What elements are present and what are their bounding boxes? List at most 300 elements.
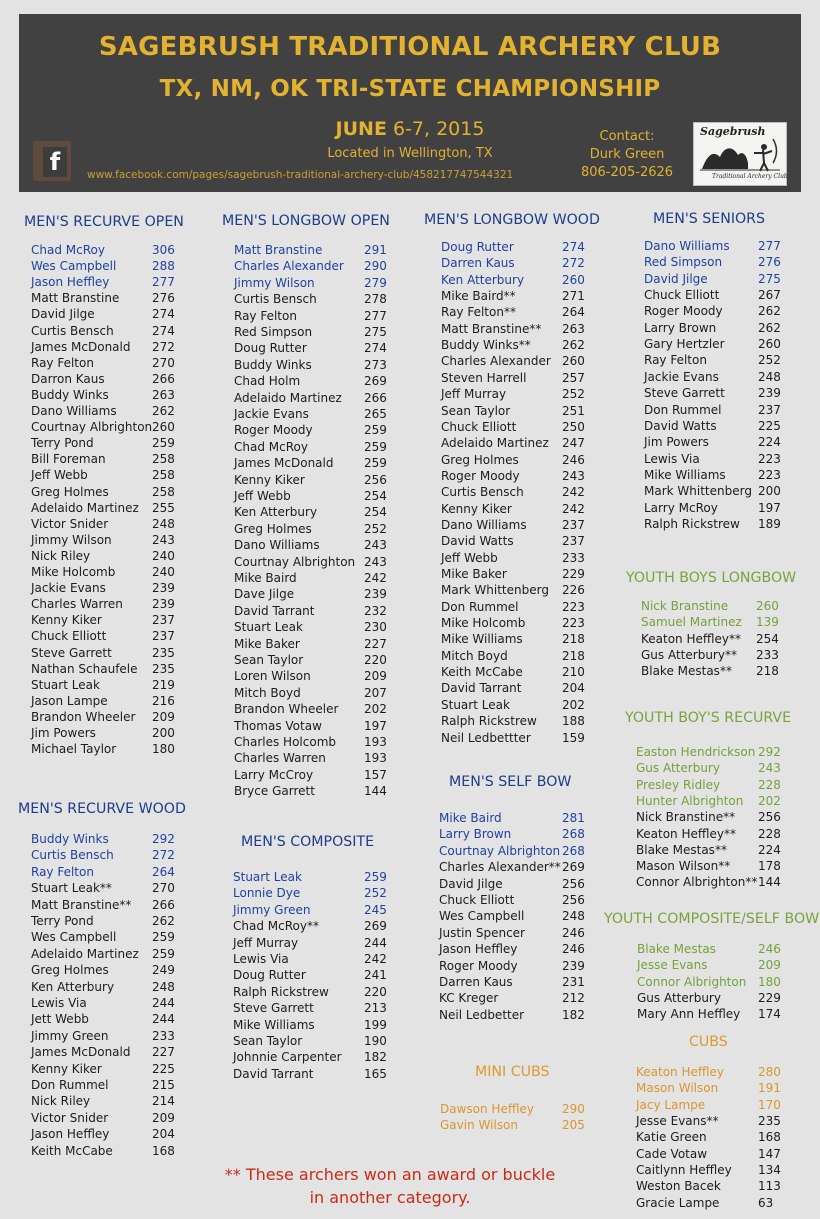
section-title: MEN'S LONGBOW OPEN bbox=[222, 213, 390, 229]
archer-score: 266 bbox=[152, 897, 175, 912]
archer-score: 227 bbox=[152, 1045, 175, 1060]
archer-name: Steve Garrett bbox=[644, 386, 725, 401]
archer-score: 258 bbox=[152, 484, 175, 499]
archer-name: Chad Holm bbox=[234, 374, 301, 389]
archer-score: 269 bbox=[364, 374, 387, 389]
archer-name: Mike Holcomb bbox=[31, 565, 116, 579]
archer-score: 229 bbox=[562, 567, 585, 581]
archer-name: Keith McCabe bbox=[31, 1143, 113, 1158]
archer-score: 237 bbox=[758, 402, 781, 417]
archer-name: Buddy Winks bbox=[31, 387, 109, 402]
archer-name: Gary Hertzler bbox=[644, 337, 725, 352]
archer-score: 256 bbox=[364, 472, 387, 487]
footnote-line1: ** These archers won an award or buckle bbox=[224, 1165, 556, 1184]
archer-name: Jett Webb bbox=[31, 1012, 89, 1027]
archer-score: 197 bbox=[758, 500, 781, 515]
archer-name: Ray Felton bbox=[31, 864, 94, 879]
archer-name: Buddy Winks bbox=[31, 832, 109, 846]
archer-score: 269 bbox=[562, 860, 585, 875]
archer-name: Jimmy Wilson bbox=[234, 275, 315, 290]
archer-score: 244 bbox=[152, 996, 175, 1010]
footnote bbox=[200, 1163, 580, 1209]
archer-name: Sean Taylor bbox=[441, 403, 511, 418]
archer-score: 246 bbox=[562, 925, 585, 940]
archer-score: 216 bbox=[152, 693, 175, 708]
contact-name: Durk Green bbox=[589, 147, 665, 162]
archer-score: 231 bbox=[562, 975, 585, 989]
archer-name: Jesse Evans** bbox=[636, 1114, 719, 1129]
archer-name: Charles Warren bbox=[31, 597, 123, 612]
archer-name: Jeff Murray bbox=[441, 387, 507, 402]
archer-score: 260 bbox=[562, 272, 585, 287]
archer-score: 233 bbox=[562, 550, 585, 565]
archer-score: 113 bbox=[758, 1179, 781, 1194]
archer-score: 252 bbox=[758, 353, 781, 368]
archer-score: 239 bbox=[758, 386, 781, 401]
archer-name: Dawson Heffley bbox=[440, 1102, 534, 1116]
archer-score: 263 bbox=[562, 321, 585, 336]
archer-name: Jacy Lampe bbox=[636, 1097, 706, 1112]
archer-score: 235 bbox=[152, 645, 175, 660]
archer-score: 276 bbox=[152, 291, 175, 306]
archer-name: Dano Williams bbox=[31, 404, 117, 418]
section-title: MEN'S LONGBOW WOOD bbox=[424, 212, 600, 228]
archer-score: 193 bbox=[364, 735, 387, 749]
logo-subtext: Traditional Archery Club bbox=[712, 173, 788, 180]
archer-score: 291 bbox=[364, 243, 387, 257]
archer-name: Gus Atterbury** bbox=[641, 647, 737, 662]
archer-score: 239 bbox=[152, 597, 175, 612]
archer-score: 251 bbox=[562, 403, 585, 418]
archer-score: 229 bbox=[758, 991, 781, 1006]
archer-score: 243 bbox=[562, 468, 585, 483]
archer-score: 233 bbox=[756, 647, 779, 662]
archer-score: 224 bbox=[758, 435, 781, 450]
archer-name: Sean Taylor bbox=[234, 653, 304, 667]
archer-name: Matt Branstine bbox=[31, 291, 120, 306]
archer-name: Nathan Schaufele bbox=[31, 661, 138, 676]
archer-score: 240 bbox=[152, 565, 175, 579]
archer-score: 232 bbox=[364, 603, 387, 618]
archer-name: Larry McCroy bbox=[234, 767, 314, 782]
archer-name: Curtis Bensch bbox=[31, 323, 114, 338]
archer-score: 258 bbox=[152, 452, 175, 467]
archer-score: 270 bbox=[152, 355, 175, 370]
archer-score: 244 bbox=[152, 1012, 175, 1027]
archer-name: Kenny Kiker bbox=[441, 501, 512, 516]
archer-score: 260 bbox=[756, 599, 779, 613]
archer-score: 262 bbox=[758, 304, 781, 319]
archer-name: Lewis Via bbox=[31, 996, 87, 1010]
archer-score: 213 bbox=[364, 1001, 387, 1016]
archer-score: 182 bbox=[364, 1050, 387, 1065]
archer-name: Caitlynn Heffley bbox=[636, 1163, 732, 1178]
archer-name: Greg Holmes bbox=[31, 963, 109, 978]
archer-score: 225 bbox=[758, 418, 781, 433]
archer-score: 272 bbox=[152, 848, 175, 863]
archer-score: 256 bbox=[562, 876, 585, 891]
archer-score: 191 bbox=[758, 1081, 781, 1096]
archer-name: Keaton Heffley bbox=[636, 1065, 724, 1079]
archer-name: Dano Williams bbox=[644, 239, 730, 253]
archer-score: 242 bbox=[364, 952, 387, 966]
championship-title: TX, NM, OK TRI-STATE CHAMPIONSHIP bbox=[159, 76, 661, 102]
archer-score: 237 bbox=[562, 517, 585, 532]
archer-score: 277 bbox=[364, 308, 387, 323]
archer-score: 214 bbox=[152, 1094, 175, 1109]
archer-name: David Tarrant bbox=[233, 1066, 314, 1081]
archer-name: Johnnie Carpenter bbox=[233, 1050, 342, 1065]
archer-name: Jason Heffley bbox=[31, 275, 110, 290]
archer-score: 252 bbox=[364, 886, 387, 901]
archer-score: 243 bbox=[364, 538, 387, 553]
archer-name: Ken Atterbury bbox=[31, 979, 115, 994]
archer-name: Kenny Kiker bbox=[31, 1061, 102, 1076]
archer-score: 280 bbox=[758, 1065, 781, 1079]
archer-name: Adelaido Martinez bbox=[234, 390, 342, 405]
archer-score: 264 bbox=[152, 864, 175, 879]
archer-name: Curtis Bensch bbox=[441, 485, 524, 500]
archer-score: 134 bbox=[758, 1163, 781, 1178]
archer-name: Gavin Wilson bbox=[440, 1118, 518, 1132]
archer-name: David Jilge bbox=[644, 271, 708, 286]
archer-name: Jeff Webb bbox=[441, 550, 498, 565]
archer-score: 242 bbox=[364, 571, 387, 585]
archer-score: 244 bbox=[364, 935, 387, 950]
archer-name: Mary Ann Heffley bbox=[637, 1007, 741, 1022]
facebook-icon[interactable]: f bbox=[33, 141, 71, 181]
archer-score: 218 bbox=[562, 648, 585, 663]
archer-name: James McDonald bbox=[234, 456, 334, 471]
archer-name: Courtnay Albrighton bbox=[439, 843, 561, 858]
archer-name: Jackie Evans bbox=[644, 369, 719, 384]
archer-name: Steve Garrett bbox=[233, 1001, 314, 1016]
archer-score: 193 bbox=[364, 751, 387, 766]
archer-score: 262 bbox=[758, 320, 781, 335]
archer-name: Ralph Rickstrew bbox=[233, 984, 329, 999]
header-banner bbox=[19, 14, 801, 192]
archer-score: 209 bbox=[758, 958, 781, 973]
archer-name: David Watts bbox=[644, 418, 717, 433]
archer-name: Doug Rutter bbox=[234, 341, 307, 356]
archer-name: Matt Branstine** bbox=[31, 897, 132, 912]
archer-score: 259 bbox=[152, 436, 175, 451]
archer-name: Kenny Kiker bbox=[234, 472, 305, 487]
archer-score: 204 bbox=[152, 1127, 175, 1142]
archer-name: Mike Williams bbox=[233, 1017, 315, 1032]
archer-score: 243 bbox=[152, 532, 175, 547]
archer-name: Mike Baker bbox=[234, 636, 300, 651]
archer-name: Nick Riley bbox=[31, 1094, 91, 1109]
archer-score: 144 bbox=[364, 784, 387, 799]
archer-score: 246 bbox=[562, 452, 585, 467]
archer-name: Chuck Elliott bbox=[644, 288, 720, 303]
archer-score: 274 bbox=[364, 341, 387, 356]
archer-name: Ken Atterbury bbox=[234, 505, 318, 520]
event-location: Located in Wellington, TX bbox=[327, 146, 493, 161]
archer-name: Loren Wilson bbox=[234, 669, 311, 684]
archer-score: 223 bbox=[562, 616, 585, 631]
archer-score: 235 bbox=[758, 1114, 781, 1129]
archer-name: Nick Riley bbox=[31, 548, 91, 563]
archer-name: Chuck Elliott bbox=[439, 893, 515, 907]
archer-score: 268 bbox=[562, 843, 585, 858]
archer-score: 239 bbox=[364, 587, 387, 602]
archer-name: Greg Holmes bbox=[441, 452, 519, 467]
archer-score: 168 bbox=[758, 1130, 781, 1145]
archer-score: 202 bbox=[758, 793, 781, 808]
archer-name: Bill Foreman bbox=[31, 452, 106, 467]
archer-score: 226 bbox=[562, 583, 585, 598]
archer-name: Matt Branstine bbox=[234, 243, 323, 257]
archer-score: 260 bbox=[152, 420, 175, 435]
archer-score: 165 bbox=[364, 1066, 387, 1081]
archer-score: 257 bbox=[562, 370, 585, 385]
archer-name: Jason Lampe bbox=[31, 693, 108, 708]
archer-name: Steve Garrett bbox=[31, 645, 112, 660]
archer-score: 248 bbox=[758, 369, 781, 384]
archer-score: 189 bbox=[758, 516, 781, 531]
archer-score: 248 bbox=[562, 909, 585, 924]
archer-score: 277 bbox=[758, 239, 781, 253]
archer-name: Gus Atterbury bbox=[637, 991, 721, 1006]
section-title: MINI CUBS bbox=[475, 1064, 550, 1080]
archer-name: Chuck Elliott bbox=[31, 629, 107, 644]
archer-name: Michael Taylor bbox=[31, 742, 117, 757]
archer-score: 259 bbox=[364, 870, 387, 884]
archer-score: 182 bbox=[562, 1007, 585, 1022]
archer-name: Mason Wilson bbox=[636, 1081, 719, 1096]
archer-score: 202 bbox=[364, 702, 387, 717]
footnote-line2: in another category. bbox=[309, 1188, 471, 1207]
archer-name: Jimmy Green bbox=[31, 1028, 109, 1043]
archer-score: 223 bbox=[562, 599, 585, 614]
archer-name: Jim Powers bbox=[644, 435, 709, 450]
archer-name: Neil Ledbettter bbox=[441, 730, 531, 745]
archer-score: 248 bbox=[152, 516, 175, 531]
archer-score: 274 bbox=[152, 307, 175, 322]
archer-score: 262 bbox=[562, 338, 585, 353]
archer-score: 228 bbox=[758, 826, 781, 841]
archer-name: James McDonald bbox=[31, 1045, 131, 1060]
contact-label: Contact: bbox=[599, 129, 655, 144]
archer-name: Chad McRoy bbox=[31, 243, 105, 257]
archer-score: 249 bbox=[152, 963, 175, 978]
archer-name: Gracie Lampe bbox=[636, 1195, 720, 1210]
archer-name: Roger Moody bbox=[234, 423, 313, 438]
archer-name: Adelaido Martinez bbox=[31, 500, 139, 515]
archer-score: 225 bbox=[152, 1061, 175, 1076]
archer-name: Neil Ledbetter bbox=[439, 1007, 525, 1022]
archer-name: Terry Pond bbox=[31, 914, 94, 928]
archer-score: 272 bbox=[562, 256, 585, 271]
archer-score: 275 bbox=[758, 271, 781, 286]
archer-score: 219 bbox=[152, 677, 175, 692]
archer-name: Ray Felton** bbox=[441, 305, 516, 320]
archer-name: Mitch Boyd bbox=[234, 685, 301, 700]
archer-score: 139 bbox=[756, 615, 779, 630]
archer-name: Steven Harrell bbox=[441, 370, 527, 385]
archer-name: Doug Rutter bbox=[441, 240, 514, 254]
archer-name: Wes Campbell bbox=[31, 259, 117, 274]
archer-name: Jim Powers bbox=[31, 726, 96, 740]
archer-score: 252 bbox=[562, 387, 585, 402]
archer-name: Darron Kaus bbox=[31, 371, 105, 386]
archer-name: Hunter Albrighton bbox=[636, 793, 744, 808]
archer-score: 170 bbox=[758, 1097, 781, 1112]
archer-score: 220 bbox=[364, 653, 387, 667]
archer-name: Stuart Leak bbox=[31, 677, 100, 692]
archer-name: Nick Branstine bbox=[641, 599, 729, 613]
archer-name: Matt Branstine** bbox=[441, 321, 542, 336]
archer-score: 254 bbox=[364, 489, 387, 503]
archer-score: 242 bbox=[562, 501, 585, 516]
archer-name: Don Rummel bbox=[441, 599, 519, 614]
archer-name: Jimmy Wilson bbox=[31, 532, 112, 547]
archer-name: Weston Bacek bbox=[636, 1179, 721, 1194]
archer-score: 266 bbox=[152, 371, 175, 386]
archer-name: Thomas Votaw bbox=[234, 718, 322, 733]
archer-name: Jason Heffley bbox=[439, 942, 518, 957]
archer-score: 270 bbox=[152, 881, 175, 896]
archer-score: 223 bbox=[758, 467, 781, 482]
section-title: MEN'S SENIORS bbox=[653, 211, 766, 227]
archer-score: 228 bbox=[758, 777, 781, 792]
archer-score: 259 bbox=[152, 930, 175, 945]
section-title: MEN'S COMPOSITE bbox=[241, 834, 375, 850]
archer-score: 256 bbox=[562, 893, 585, 907]
archer-name: Curtis Bensch bbox=[234, 292, 317, 307]
archer-name: Keaton Heffley** bbox=[636, 826, 736, 841]
facebook-url[interactable]: www.facebook.com/pages/sagebrush-traditional-archery-club/458217747544321 bbox=[87, 169, 514, 181]
archer-score: 266 bbox=[364, 390, 387, 405]
archer-score: 260 bbox=[562, 354, 585, 369]
archer-name: Mason Wilson** bbox=[636, 859, 731, 874]
archer-score: 272 bbox=[152, 339, 175, 354]
archer-name: Connor Albrighton** bbox=[636, 875, 758, 890]
archer-name: Brandon Wheeler bbox=[234, 702, 339, 717]
archer-score: 292 bbox=[758, 745, 781, 759]
archer-name: Dave Jilge bbox=[234, 587, 295, 602]
archer-name: Jeff Webb bbox=[31, 468, 88, 483]
event-days: 6-7, 2015 bbox=[392, 118, 485, 140]
archer-score: 269 bbox=[364, 919, 387, 934]
archer-score: 212 bbox=[562, 991, 585, 1006]
archer-name: Ralph Rickstrew bbox=[644, 516, 740, 531]
archer-name: Victor Snider bbox=[31, 516, 109, 531]
archer-score: 245 bbox=[364, 902, 387, 917]
archer-name: Roger Moody bbox=[644, 304, 723, 319]
archer-score: 258 bbox=[152, 468, 175, 483]
archer-score: 243 bbox=[758, 761, 781, 776]
archer-name: Greg Holmes bbox=[31, 484, 109, 499]
archer-name: David Tarrant bbox=[234, 603, 315, 618]
archer-name: Stuart Leak bbox=[233, 870, 302, 884]
archer-name: Stuart Leak bbox=[441, 697, 510, 712]
archer-score: 180 bbox=[758, 974, 781, 989]
archer-name: David Tarrant bbox=[441, 681, 522, 696]
section-title: YOUTH COMPOSITE/SELF BOW bbox=[604, 911, 820, 927]
archer-name: Jeff Webb bbox=[234, 489, 291, 503]
archer-name: Dano Williams bbox=[234, 538, 320, 553]
archer-name: Katie Green bbox=[636, 1130, 707, 1145]
archer-score: 188 bbox=[562, 714, 585, 729]
archer-name: Cade Votaw bbox=[636, 1146, 708, 1161]
section-title: CUBS bbox=[689, 1034, 728, 1050]
archer-name: Wes Campbell bbox=[31, 930, 117, 945]
archer-name: Curtis Bensch bbox=[31, 848, 114, 863]
archer-score: 237 bbox=[152, 629, 175, 644]
archer-name: Stuart Leak** bbox=[31, 881, 112, 896]
logo-text: Sagebrush bbox=[700, 125, 766, 138]
archer-name: Nick Branstine** bbox=[636, 810, 736, 825]
archer-name: Jesse Evans bbox=[637, 958, 708, 973]
archer-score: 242 bbox=[562, 485, 585, 500]
archer-name: Larry Brown bbox=[644, 320, 717, 335]
archer-score: 277 bbox=[152, 275, 175, 290]
archer-name: David Jilge bbox=[31, 307, 95, 322]
archer-score: 209 bbox=[152, 709, 175, 724]
archer-name: Mike Williams bbox=[644, 467, 726, 482]
archer-name: Bryce Garrett bbox=[234, 784, 315, 799]
archer-score: 233 bbox=[152, 1028, 175, 1043]
archer-name: Lonnie Dye bbox=[233, 886, 301, 901]
archer-name: Charles Warren bbox=[234, 751, 326, 766]
archer-name: David Watts bbox=[441, 534, 514, 549]
archer-score: 197 bbox=[364, 718, 387, 733]
archer-score: 178 bbox=[758, 859, 781, 874]
archer-score: 259 bbox=[152, 946, 175, 961]
archer-name: Dano Williams bbox=[441, 517, 527, 532]
archer-score: 199 bbox=[364, 1017, 387, 1032]
archer-name: Buddy Winks bbox=[234, 357, 312, 372]
archer-score: 262 bbox=[152, 404, 175, 418]
archer-score: 207 bbox=[364, 685, 387, 700]
archer-name: Easton Hendrickson bbox=[636, 745, 756, 759]
archer-score: 278 bbox=[364, 292, 387, 307]
archer-name: Mark Whittenberg bbox=[644, 484, 752, 499]
archer-name: Jackie Evans bbox=[234, 407, 309, 421]
club-logo bbox=[693, 122, 787, 186]
archer-score: 259 bbox=[364, 423, 387, 438]
archer-name: Mark Whittenberg bbox=[441, 583, 549, 598]
archer-score: 279 bbox=[364, 275, 387, 290]
archer-score: 273 bbox=[364, 357, 387, 372]
archer-score: 144 bbox=[758, 875, 781, 890]
contact-block bbox=[567, 128, 687, 182]
archer-name: Chuck Elliott bbox=[441, 419, 517, 434]
archer-name: Connor Albrighton bbox=[637, 974, 747, 989]
archer-name: Ken Atterbury bbox=[441, 272, 525, 287]
archer-score: 276 bbox=[758, 255, 781, 270]
section-title: MEN'S RECURVE OPEN bbox=[24, 214, 184, 230]
archer-name: Adelaido Martinez bbox=[31, 946, 139, 961]
archer-score: 252 bbox=[364, 521, 387, 536]
archer-score: 180 bbox=[152, 742, 175, 757]
archer-score: 204 bbox=[562, 681, 585, 696]
archer-score: 159 bbox=[562, 730, 585, 745]
archer-score: 306 bbox=[152, 243, 175, 257]
archer-name: James McDonald bbox=[31, 339, 131, 354]
archer-score: 215 bbox=[152, 1078, 175, 1092]
archer-score: 239 bbox=[152, 581, 175, 596]
archer-name: Gus Atterbury bbox=[636, 761, 720, 776]
archer-score: 205 bbox=[562, 1118, 585, 1132]
archer-score: 241 bbox=[364, 968, 387, 983]
archer-score: 262 bbox=[152, 914, 175, 928]
archer-score: 190 bbox=[364, 1034, 387, 1048]
archer-score: 260 bbox=[758, 337, 781, 352]
